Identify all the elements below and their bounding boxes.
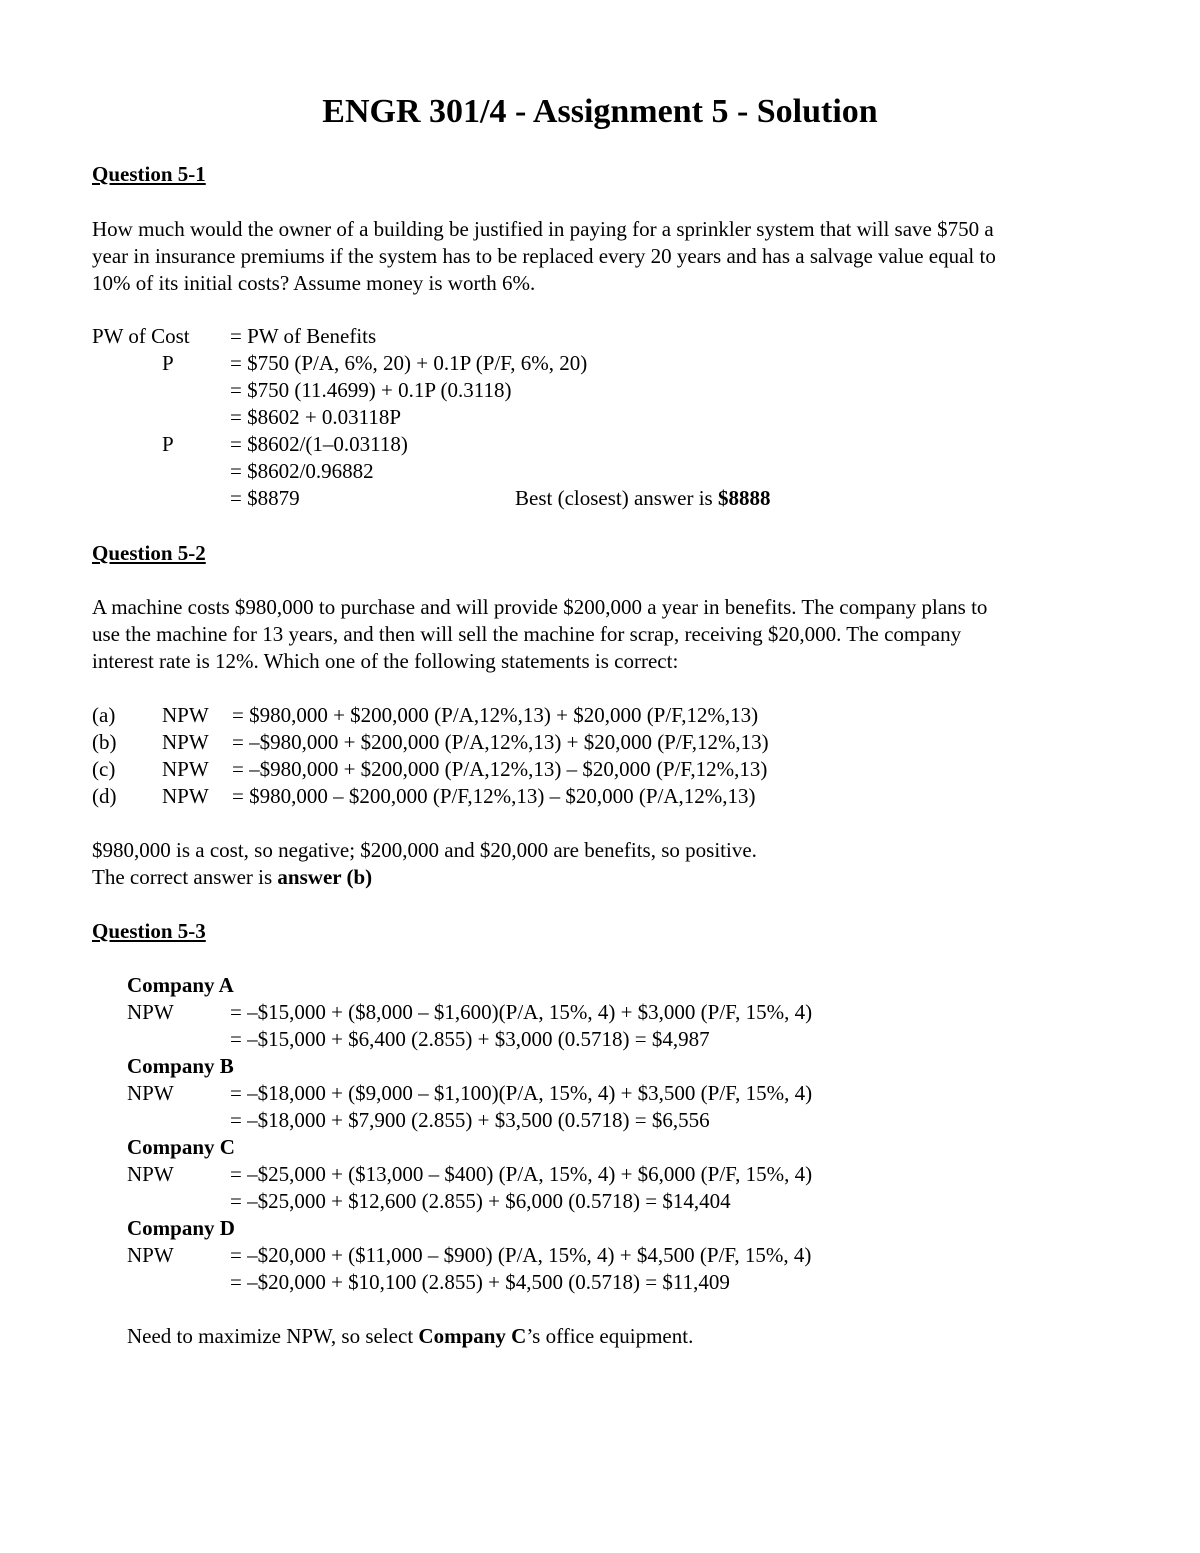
q2-option-label: NPW xyxy=(162,784,209,808)
q1-calc-expr: = $8602/(1–0.03118) xyxy=(230,432,408,456)
q2-line-1: A machine costs $980,000 to purchase and will provide $200,000 a year in benefits. The company plans to xyxy=(92,595,988,619)
q1-calc-label: P xyxy=(162,351,174,375)
q3-company-label: NPW xyxy=(127,1081,174,1105)
q1-calc-expr: = $750 (P/A, 6%, 20) + 0.1P (P/F, 6%, 20) xyxy=(230,351,588,375)
q3-company-label: NPW xyxy=(127,1243,174,1267)
q3-company-name: Company B xyxy=(127,1054,234,1078)
q3-company-line1: = –$18,000 + ($9,000 – $1,100)(P/A, 15%, 4) + $3,500 (P/F, 15%, 4) xyxy=(230,1081,813,1105)
q2-line-2: use the machine for 13 years, and then will sell the machine for scrap, receiving $20,000. The company xyxy=(92,622,962,646)
q3-company-line1: = –$20,000 + ($11,000 – $900) (P/A, 15%, 4) + $4,500 (P/F, 15%, 4) xyxy=(230,1243,812,1267)
q2-answer-value: answer (b) xyxy=(277,865,373,889)
q3-conclusion xyxy=(127,1323,693,1350)
q1-answer-value: $8888 xyxy=(717,486,771,510)
q2-option-expr: = $980,000 – $200,000 (P/F,12%,13) – $20,000 (P/A,12%,13) xyxy=(232,784,756,808)
q3-company-line1: = –$25,000 + ($13,000 – $400) (P/A, 15%, 4) + $6,000 (P/F, 15%, 4) xyxy=(230,1162,813,1186)
q3-company-name: Company A xyxy=(127,973,234,997)
q1-line-3: 10% of its initial costs? Assume money is worth 6%. xyxy=(92,271,536,295)
q2-option-expr: = $980,000 + $200,000 (P/A,12%,13) + $20,000 (P/F,12%,13) xyxy=(232,703,759,727)
q3-company-name: Company D xyxy=(127,1216,235,1240)
q3-company-line1: = –$15,000 + ($8,000 – $1,600)(P/A, 15%, 4) + $3,000 (P/F, 15%, 4) xyxy=(230,1000,813,1024)
q2-option-letter: (b) xyxy=(92,730,117,754)
q1-calc-expr: = PW of Benefits xyxy=(230,324,377,348)
q2-line-3: interest rate is 12%. Which one of the following statements is correct: xyxy=(92,649,679,673)
q3-company-line2: = –$18,000 + $7,900 (2.855) + $3,500 (0.5718) = $6,556 xyxy=(230,1108,710,1132)
q1-calc-label: P xyxy=(162,432,174,456)
q1-line-1: How much would the owner of a building be justified in paying for a sprinkler system that will save $750 a xyxy=(92,217,994,241)
q2-option-letter: (a) xyxy=(92,703,116,727)
q2-option-letter: (c) xyxy=(92,757,116,781)
q2-option-label: NPW xyxy=(162,730,209,754)
q1-calc-expr: = $8879 xyxy=(230,486,300,510)
q3-company-label: NPW xyxy=(127,1000,174,1024)
q3-company-line2: = –$20,000 + $10,100 (2.855) + $4,500 (0.5718) = $11,409 xyxy=(230,1270,730,1294)
q2-option-expr: = –$980,000 + $200,000 (P/A,12%,13) + $20,000 (P/F,12%,13) xyxy=(232,730,769,754)
document-title: ENGR 301/4 - Assignment 5 - Solution xyxy=(322,93,878,130)
q3-company-label: NPW xyxy=(127,1162,174,1186)
q3-company-line2: = –$15,000 + $6,400 (2.855) + $3,000 (0.5718) = $4,987 xyxy=(230,1027,710,1051)
q1-answer xyxy=(515,485,770,512)
q2-explanation: $980,000 is a cost, so negative; $200,000 and $20,000 are benefits, so positive. xyxy=(92,838,757,862)
q2-heading: Question 5-2 xyxy=(92,541,206,565)
q3-conclusion-suffix: ’s office equipment. xyxy=(526,1324,694,1348)
q3-company-line2: = –$25,000 + $12,600 (2.855) + $6,000 (0.5718) = $14,404 xyxy=(230,1189,731,1213)
q1-calc-expr: = $8602 + 0.03118P xyxy=(230,405,402,429)
q1-calc-label: PW of Cost xyxy=(92,324,190,348)
q2-option-label: NPW xyxy=(162,703,209,727)
q1-heading: Question 5-1 xyxy=(92,162,206,186)
q3-heading: Question 5-3 xyxy=(92,919,206,943)
q2-answer xyxy=(92,864,372,891)
q2-option-letter: (d) xyxy=(92,784,117,808)
q3-conclusion-prefix: Need to maximize NPW, so select xyxy=(127,1324,419,1348)
q2-answer-prefix: The correct answer is xyxy=(92,865,278,889)
q1-line-2: year in insurance premiums if the system has to be replaced every 20 years and has a salvage value equal to xyxy=(92,244,996,268)
q1-answer-text: Best (closest) answer is xyxy=(515,486,718,510)
q2-option-label: NPW xyxy=(162,757,209,781)
q3-conclusion-company: Company C xyxy=(418,1324,527,1348)
q1-calc-expr: = $8602/0.96882 xyxy=(230,459,374,483)
q2-option-expr: = –$980,000 + $200,000 (P/A,12%,13) – $20,000 (P/F,12%,13) xyxy=(232,757,768,781)
q3-company-name: Company C xyxy=(127,1135,235,1159)
q1-calc-expr: = $750 (11.4699) + 0.1P (0.3118) xyxy=(230,378,512,402)
